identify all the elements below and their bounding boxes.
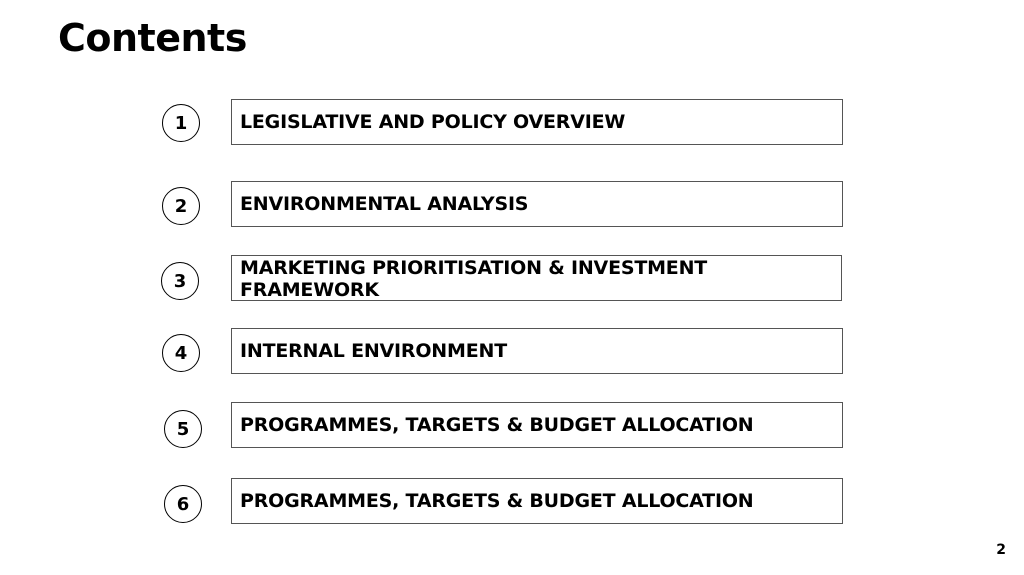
contents-item-2 [231, 181, 843, 227]
contents-item-6 [231, 478, 843, 524]
contents-item-label: MARKETING PRIORITISATION & INVESTMENT FRAMEWORK [240, 257, 708, 301]
contents-item-1 [231, 99, 843, 145]
contents-item-3 [231, 255, 842, 301]
contents-item-label: PROGRAMMES, TARGETS & BUDGET ALLOCATION [240, 490, 754, 512]
page-title: Contents [58, 16, 247, 60]
item-number-4: 4 [162, 334, 200, 372]
contents-item-4 [231, 328, 843, 374]
item-number-6: 6 [164, 485, 202, 523]
page-number: 2 [996, 542, 1006, 558]
item-number-5: 5 [164, 410, 202, 448]
contents-item-5 [231, 402, 843, 448]
contents-item-label: LEGISLATIVE AND POLICY OVERVIEW [240, 111, 626, 133]
item-number-2: 2 [162, 187, 200, 225]
item-number-1: 1 [162, 104, 200, 142]
contents-item-label: ENVIRONMENTAL ANALYSIS [240, 193, 529, 215]
item-number-3: 3 [161, 262, 199, 300]
contents-item-label: PROGRAMMES, TARGETS & BUDGET ALLOCATION [240, 414, 754, 436]
contents-item-label: INTERNAL ENVIRONMENT [240, 340, 507, 362]
